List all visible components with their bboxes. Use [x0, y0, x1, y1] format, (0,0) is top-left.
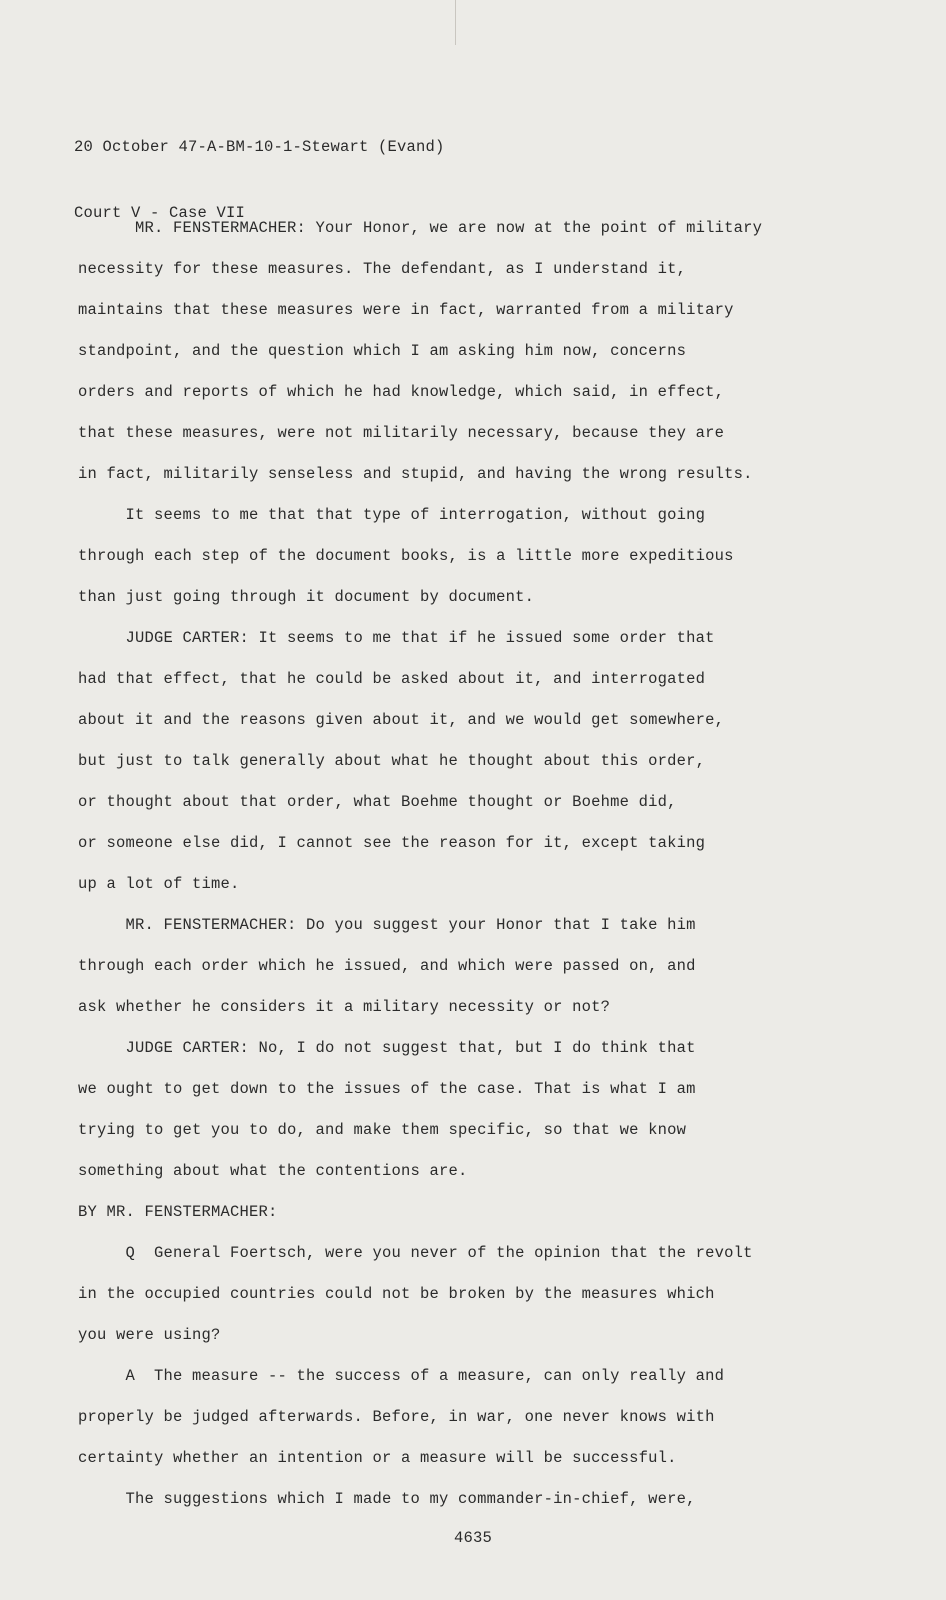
- transcript-line: MR. FENSTERMACHER: Your Honor, we are now at the point of military: [78, 219, 763, 237]
- transcript-line: that these measures, were not militarily necessary, because they are: [78, 424, 725, 442]
- transcript-line: standpoint, and the question which I am asking him now, concerns: [78, 342, 687, 360]
- transcript-line: you were using?: [78, 1326, 221, 1344]
- transcript-line: something about what the contentions are.: [78, 1162, 468, 1180]
- transcript-line: JUDGE CARTER: No, I do not suggest that, but I do think that: [78, 1039, 696, 1057]
- transcript-body: [78, 208, 838, 1520]
- transcript-line: MR. FENSTERMACHER: Do you suggest your Honor that I take him: [78, 916, 696, 934]
- transcript-line: necessity for these measures. The defendant, as I understand it,: [78, 260, 687, 278]
- transcript-line: properly be judged afterwards. Before, in war, one never knows with: [78, 1408, 715, 1426]
- transcript-line: than just going through it document by document.: [78, 588, 535, 606]
- transcript-line: Q General Foertsch, were you never of the opinion that the revolt: [78, 1244, 753, 1262]
- header-date-line: 20 October 47-A-BM-10-1-Stewart (Evand): [74, 138, 445, 156]
- transcript-line: BY MR. FENSTERMACHER:: [78, 1203, 278, 1221]
- transcript-line: It seems to me that that type of interrogation, without going: [78, 506, 706, 524]
- page-number: 4635: [453, 1529, 492, 1547]
- header-court-line: Court V - Case VII: [74, 204, 246, 222]
- transcript-line: about it and the reasons given about it, and we would get somewhere,: [78, 711, 725, 729]
- transcript-line: orders and reports of which he had knowledge, which said, in effect,: [78, 383, 725, 401]
- transcript-line: certainty whether an intention or a measure will be successful.: [78, 1449, 677, 1467]
- transcript-line: through each order which he issued, and which were passed on, and: [78, 957, 696, 975]
- transcript-line: or someone else did, I cannot see the reason for it, except taking: [78, 834, 706, 852]
- transcript-line: ask whether he considers it a military necessity or not?: [78, 998, 611, 1016]
- transcript-line: maintains that these measures were in fact, warranted from a military: [78, 301, 734, 319]
- transcript-line: we ought to get down to the issues of the case. That is what I am: [78, 1080, 696, 1098]
- transcript-line: through each step of the document books, is a little more expeditious: [78, 547, 734, 565]
- transcript-line: up a lot of time.: [78, 875, 240, 893]
- transcript-line: had that effect, that he could be asked about it, and interrogated: [78, 670, 706, 688]
- transcript-line: JUDGE CARTER: It seems to me that if he issued some order that: [78, 629, 715, 647]
- transcript-line: A The measure -- the success of a measure, can only really and: [78, 1367, 725, 1385]
- transcript-line: in the occupied countries could not be broken by the measures which: [78, 1285, 715, 1303]
- transcript-line: in fact, militarily senseless and stupid, and having the wrong results.: [78, 465, 753, 483]
- transcript-line: or thought about that order, what Boehme thought or Boehme did,: [78, 793, 677, 811]
- transcript-line: The suggestions which I made to my commander-in-chief, were,: [78, 1490, 696, 1508]
- page-fold-mark: [455, 0, 456, 45]
- transcript-line: trying to get you to do, and make them specific, so that we know: [78, 1121, 687, 1139]
- transcript-line: but just to talk generally about what he thought about this order,: [78, 752, 706, 770]
